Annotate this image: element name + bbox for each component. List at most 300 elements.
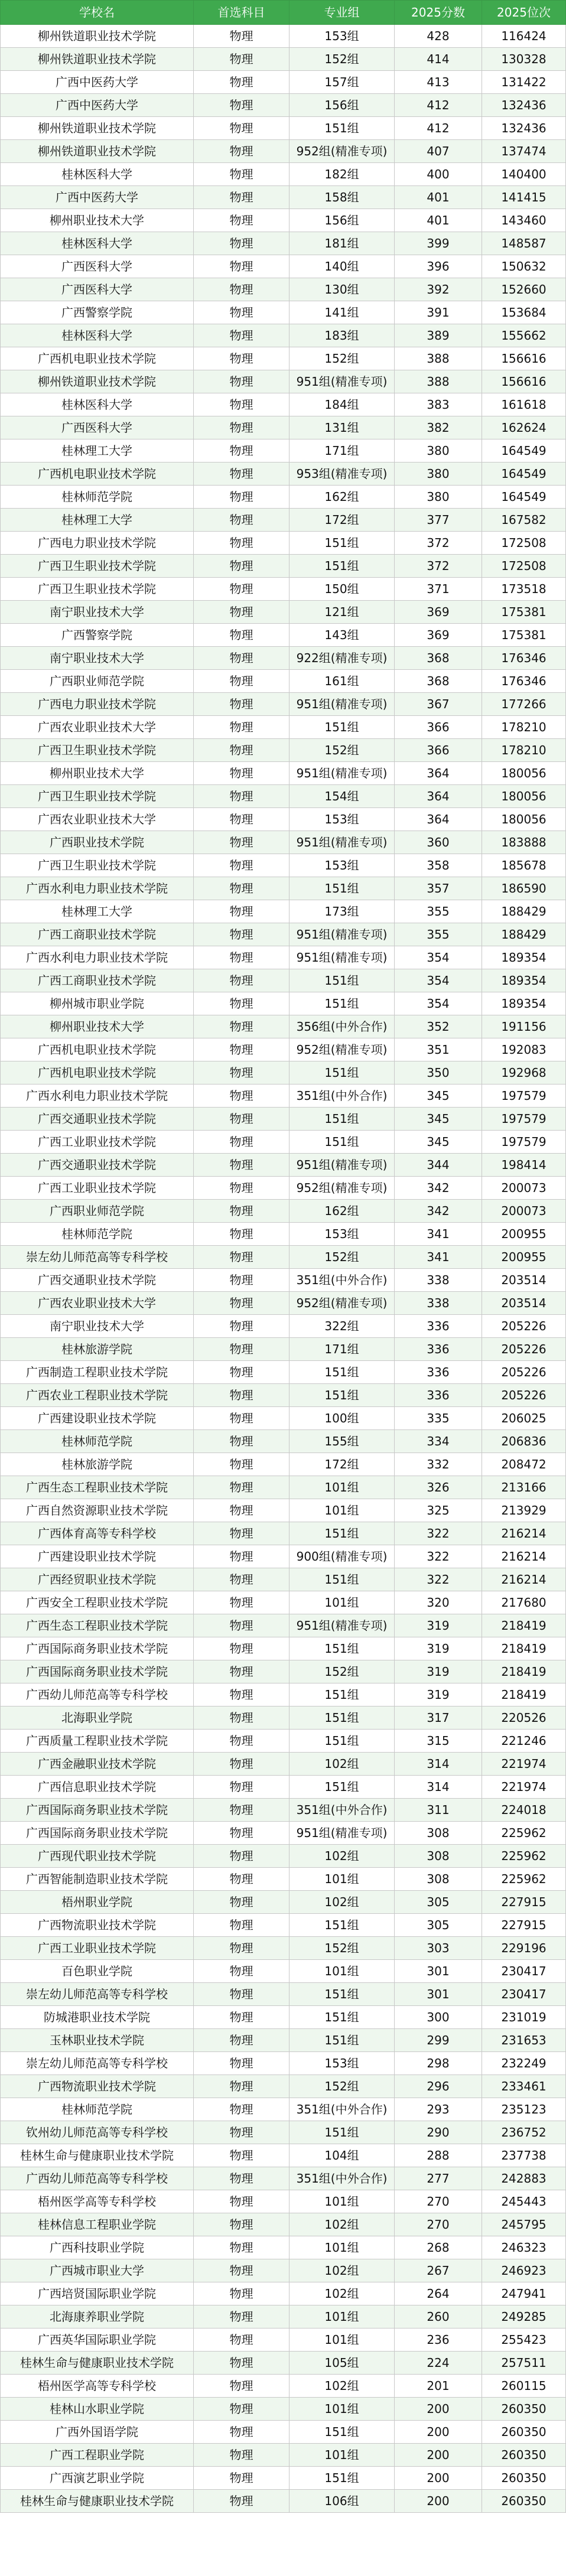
table-row	[1, 2444, 566, 2467]
cell-subject: 物理	[194, 2006, 289, 2029]
table-row	[1, 416, 566, 439]
cell-major-group: 105组	[289, 2352, 395, 2375]
table-row	[1, 1776, 566, 1799]
cell-rank: 260350	[482, 2398, 566, 2421]
cell-rank: 176346	[482, 670, 566, 693]
cell-subject: 物理	[194, 854, 289, 877]
cell-school: 广西中医药大学	[1, 71, 194, 94]
cell-major-group: 151组	[289, 877, 395, 900]
cell-rank: 188429	[482, 900, 566, 923]
cell-score: 264	[395, 2282, 482, 2305]
table-row	[1, 1545, 566, 1568]
cell-rank: 225962	[482, 1845, 566, 1868]
cell-subject: 物理	[194, 439, 289, 463]
cell-subject: 物理	[194, 1868, 289, 1891]
cell-subject: 物理	[194, 555, 289, 578]
cell-rank: 235123	[482, 2098, 566, 2121]
cell-rank: 200073	[482, 1200, 566, 1223]
cell-score: 200	[395, 2467, 482, 2490]
cell-rank: 246323	[482, 2236, 566, 2259]
cell-school: 广西物流职业技术学院	[1, 2075, 194, 2098]
cell-major-group: 158组	[289, 186, 395, 209]
cell-school: 广西建设职业技术学院	[1, 1407, 194, 1430]
cell-score: 407	[395, 140, 482, 163]
cell-school: 广西机电职业技术学院	[1, 1038, 194, 1061]
cell-school: 梧州职业学院	[1, 1891, 194, 1914]
table-row	[1, 647, 566, 670]
cell-rank: 200955	[482, 1223, 566, 1246]
cell-rank: 200955	[482, 1246, 566, 1269]
cell-subject: 物理	[194, 739, 289, 762]
cell-major-group: 104组	[289, 2144, 395, 2167]
table-row	[1, 486, 566, 509]
cell-school: 广西机电职业技术学院	[1, 347, 194, 370]
table-row	[1, 2329, 566, 2352]
cell-score: 368	[395, 670, 482, 693]
cell-subject: 物理	[194, 1407, 289, 1430]
table-row	[1, 1200, 566, 1223]
cell-score: 345	[395, 1131, 482, 1154]
cell-rank: 233461	[482, 2075, 566, 2098]
cell-rank: 216214	[482, 1522, 566, 1545]
table-row	[1, 1085, 566, 1108]
cell-subject: 物理	[194, 1983, 289, 2006]
cell-major-group: 951组(精准专项)	[289, 831, 395, 854]
cell-school: 广西生态工程职业技术学院	[1, 1476, 194, 1499]
cell-rank: 231653	[482, 2029, 566, 2052]
cell-major-group: 951组(精准专项)	[289, 693, 395, 716]
cell-major-group: 151组	[289, 1522, 395, 1545]
cell-major-group: 152组	[289, 739, 395, 762]
cell-score: 369	[395, 601, 482, 624]
cell-subject: 物理	[194, 2144, 289, 2167]
cell-major-group: 151组	[289, 1061, 395, 1085]
cell-score: 301	[395, 1983, 482, 2006]
cell-subject: 物理	[194, 117, 289, 140]
cell-rank: 257511	[482, 2352, 566, 2375]
cell-rank: 217680	[482, 1591, 566, 1614]
cell-score: 366	[395, 739, 482, 762]
table-row	[1, 393, 566, 416]
table-row	[1, 1038, 566, 1061]
cell-score: 372	[395, 532, 482, 555]
cell-major-group: 150组	[289, 578, 395, 601]
cell-school: 桂林师范学院	[1, 486, 194, 509]
cell-school: 崇左幼儿师范高等专科学校	[1, 1983, 194, 2006]
table-row	[1, 693, 566, 716]
cell-school: 柳州职业技术大学	[1, 1015, 194, 1038]
cell-subject: 物理	[194, 1522, 289, 1545]
cell-rank: 197579	[482, 1131, 566, 1154]
cell-score: 293	[395, 2098, 482, 2121]
cell-rank: 260350	[482, 2467, 566, 2490]
cell-school: 桂林师范学院	[1, 1223, 194, 1246]
cell-rank: 180056	[482, 762, 566, 785]
cell-subject: 物理	[194, 486, 289, 509]
cell-score: 377	[395, 509, 482, 532]
cell-major-group: 102组	[289, 2375, 395, 2398]
cell-major-group: 183组	[289, 324, 395, 347]
cell-school: 广西幼儿师范高等专科学校	[1, 2167, 194, 2190]
table-row	[1, 370, 566, 393]
table-row	[1, 854, 566, 877]
table-row	[1, 1683, 566, 1707]
cell-score: 364	[395, 785, 482, 808]
cell-subject: 物理	[194, 1315, 289, 1338]
cell-school: 柳州铁道职业技术学院	[1, 140, 194, 163]
cell-rank: 162624	[482, 416, 566, 439]
table-row	[1, 1108, 566, 1131]
cell-rank: 213166	[482, 1476, 566, 1499]
cell-school: 桂林旅游学院	[1, 1453, 194, 1476]
cell-score: 308	[395, 1845, 482, 1868]
table-row	[1, 2467, 566, 2490]
cell-score: 364	[395, 762, 482, 785]
cell-school: 广西交通职业技术学院	[1, 1108, 194, 1131]
cell-rank: 176346	[482, 647, 566, 670]
cell-school: 百色职业学院	[1, 1960, 194, 1983]
cell-score: 400	[395, 163, 482, 186]
cell-subject: 物理	[194, 1937, 289, 1960]
cell-rank: 141415	[482, 186, 566, 209]
table-row	[1, 2167, 566, 2190]
cell-score: 320	[395, 1591, 482, 1614]
cell-subject: 物理	[194, 463, 289, 486]
cell-major-group: 953组(精准专项)	[289, 463, 395, 486]
cell-school: 北海职业学院	[1, 1707, 194, 1730]
cell-school: 崇左幼儿师范高等专科学校	[1, 2052, 194, 2075]
cell-school: 柳州铁道职业技术学院	[1, 370, 194, 393]
cell-school: 广西国际商务职业技术学院	[1, 1660, 194, 1683]
table-row	[1, 2098, 566, 2121]
table-row	[1, 2052, 566, 2075]
cell-rank: 130328	[482, 48, 566, 71]
cell-subject: 物理	[194, 2075, 289, 2098]
cell-major-group: 151组	[289, 532, 395, 555]
cell-subject: 物理	[194, 1822, 289, 1845]
cell-subject: 物理	[194, 2213, 289, 2236]
cell-major-group: 101组	[289, 2236, 395, 2259]
table-row	[1, 1430, 566, 1453]
cell-school: 广西医科大学	[1, 416, 194, 439]
cell-school: 广西工业职业技术学院	[1, 1937, 194, 1960]
cell-major-group: 101组	[289, 1960, 395, 1983]
cell-school: 广西警察学院	[1, 624, 194, 647]
cell-subject: 物理	[194, 1660, 289, 1683]
cell-subject: 物理	[194, 209, 289, 232]
cell-score: 336	[395, 1338, 482, 1361]
table-row	[1, 1707, 566, 1730]
cell-score: 414	[395, 48, 482, 71]
cell-rank: 188429	[482, 923, 566, 946]
cell-school: 广西农业职业技术大学	[1, 716, 194, 739]
cell-score: 305	[395, 1914, 482, 1937]
cell-major-group: 102组	[289, 2282, 395, 2305]
cell-major-group: 151组	[289, 2029, 395, 2052]
cell-score: 354	[395, 992, 482, 1015]
table-row	[1, 163, 566, 186]
cell-major-group: 156组	[289, 94, 395, 117]
cell-subject: 物理	[194, 1568, 289, 1591]
cell-rank: 164549	[482, 463, 566, 486]
cell-rank: 260350	[482, 2421, 566, 2444]
cell-rank: 216214	[482, 1545, 566, 1568]
cell-subject: 物理	[194, 163, 289, 186]
cell-score: 355	[395, 900, 482, 923]
header-row	[1, 1, 566, 25]
cell-score: 342	[395, 1177, 482, 1200]
cell-rank: 260115	[482, 2375, 566, 2398]
cell-subject: 物理	[194, 670, 289, 693]
cell-subject: 物理	[194, 1707, 289, 1730]
table-row	[1, 1522, 566, 1545]
cell-rank: 148587	[482, 232, 566, 255]
cell-school: 广西培贤国际职业学院	[1, 2282, 194, 2305]
cell-school: 广西农业职业技术大学	[1, 1292, 194, 1315]
cell-school: 广西中医药大学	[1, 94, 194, 117]
table-row	[1, 209, 566, 232]
table-row	[1, 2421, 566, 2444]
cell-subject: 物理	[194, 1223, 289, 1246]
table-body	[1, 25, 566, 2513]
cell-school: 广西水利电力职业技术学院	[1, 877, 194, 900]
cell-rank: 156616	[482, 347, 566, 370]
cell-score: 389	[395, 324, 482, 347]
cell-score: 319	[395, 1637, 482, 1660]
cell-major-group: 151组	[289, 1914, 395, 1937]
cell-score: 267	[395, 2259, 482, 2282]
cell-school: 广西现代职业技术学院	[1, 1845, 194, 1868]
cell-school: 桂林理工大学	[1, 900, 194, 923]
table-row	[1, 1154, 566, 1177]
cell-school: 南宁职业技术大学	[1, 601, 194, 624]
cell-school: 广西生态工程职业技术学院	[1, 1614, 194, 1637]
table-row	[1, 1407, 566, 1430]
cell-subject: 物理	[194, 1384, 289, 1407]
cell-score: 428	[395, 25, 482, 48]
table-row	[1, 439, 566, 463]
cell-score: 299	[395, 2029, 482, 2052]
cell-subject: 物理	[194, 416, 289, 439]
table-row	[1, 1177, 566, 1200]
cell-major-group: 151组	[289, 1707, 395, 1730]
cell-major-group: 106组	[289, 2490, 395, 2513]
cell-rank: 206836	[482, 1430, 566, 1453]
cell-rank: 167582	[482, 509, 566, 532]
table-row	[1, 117, 566, 140]
cell-school: 防城港职业技术学院	[1, 2006, 194, 2029]
table-row	[1, 1822, 566, 1845]
table-row	[1, 1315, 566, 1338]
cell-score: 401	[395, 186, 482, 209]
cell-school: 广西国际商务职业技术学院	[1, 1799, 194, 1822]
cell-major-group: 152组	[289, 1246, 395, 1269]
cell-score: 396	[395, 255, 482, 278]
cell-school: 柳州铁道职业技术学院	[1, 48, 194, 71]
cell-rank: 172508	[482, 555, 566, 578]
cell-major-group: 102组	[289, 1753, 395, 1776]
cell-score: 200	[395, 2490, 482, 2513]
table-row	[1, 1845, 566, 1868]
cell-rank: 153684	[482, 301, 566, 324]
cell-score: 355	[395, 923, 482, 946]
cell-major-group: 143组	[289, 624, 395, 647]
cell-rank: 205226	[482, 1315, 566, 1338]
cell-subject: 物理	[194, 578, 289, 601]
cell-school: 梧州医学高等专科学校	[1, 2375, 194, 2398]
cell-school: 北海康养职业学院	[1, 2305, 194, 2329]
cell-score: 314	[395, 1776, 482, 1799]
cell-school: 广西外国语学院	[1, 2421, 194, 2444]
cell-subject: 物理	[194, 1683, 289, 1707]
cell-major-group: 172组	[289, 509, 395, 532]
cell-subject: 物理	[194, 1269, 289, 1292]
table-row	[1, 1660, 566, 1683]
cell-score: 319	[395, 1660, 482, 1683]
cell-subject: 物理	[194, 1108, 289, 1131]
cell-school: 广西质量工程职业技术学院	[1, 1730, 194, 1753]
cell-score: 200	[395, 2421, 482, 2444]
cell-rank: 218419	[482, 1683, 566, 1707]
cell-rank: 180056	[482, 785, 566, 808]
cell-rank: 205226	[482, 1338, 566, 1361]
cell-rank: 205226	[482, 1361, 566, 1384]
cell-major-group: 152组	[289, 347, 395, 370]
cell-rank: 249285	[482, 2305, 566, 2329]
cell-school: 广西医科大学	[1, 278, 194, 301]
table-row	[1, 1799, 566, 1822]
cell-rank: 245795	[482, 2213, 566, 2236]
cell-major-group: 951组(精准专项)	[289, 762, 395, 785]
cell-subject: 物理	[194, 532, 289, 555]
table-row	[1, 278, 566, 301]
table-row	[1, 1246, 566, 1269]
cell-score: 336	[395, 1315, 482, 1338]
cell-rank: 227915	[482, 1914, 566, 1937]
table-row	[1, 2075, 566, 2098]
cell-major-group: 101组	[289, 1499, 395, 1522]
cell-major-group: 351组(中外合作)	[289, 1269, 395, 1292]
cell-school: 广西国际商务职业技术学院	[1, 1822, 194, 1845]
cell-major-group: 351组(中外合作)	[289, 2167, 395, 2190]
cell-major-group: 151组	[289, 2121, 395, 2144]
cell-school: 广西中医药大学	[1, 186, 194, 209]
cell-score: 335	[395, 1407, 482, 1430]
table-row	[1, 601, 566, 624]
cell-major-group: 141组	[289, 301, 395, 324]
table-row	[1, 739, 566, 762]
cell-subject: 物理	[194, 2444, 289, 2467]
cell-school: 南宁职业技术大学	[1, 647, 194, 670]
cell-rank: 132436	[482, 117, 566, 140]
table-row	[1, 808, 566, 831]
cell-subject: 物理	[194, 1614, 289, 1637]
cell-school: 广西自然资源职业技术学院	[1, 1499, 194, 1522]
cell-school: 广西金融职业技术学院	[1, 1753, 194, 1776]
cell-school: 钦州幼儿师范高等专科学校	[1, 2121, 194, 2144]
cell-subject: 物理	[194, 2236, 289, 2259]
table-row	[1, 25, 566, 48]
cell-rank: 260350	[482, 2444, 566, 2467]
cell-subject: 物理	[194, 1361, 289, 1384]
cell-school: 柳州铁道职业技术学院	[1, 117, 194, 140]
cell-subject: 物理	[194, 1338, 289, 1361]
cell-rank: 232249	[482, 2052, 566, 2075]
table-row	[1, 2375, 566, 2398]
cell-subject: 物理	[194, 2167, 289, 2190]
cell-subject: 物理	[194, 278, 289, 301]
table-row	[1, 1614, 566, 1637]
cell-rank: 177266	[482, 693, 566, 716]
cell-school: 广西电力职业技术学院	[1, 693, 194, 716]
table-row	[1, 1269, 566, 1292]
cell-subject: 物理	[194, 762, 289, 785]
cell-rank: 242883	[482, 2167, 566, 2190]
cell-rank: 230417	[482, 1960, 566, 1983]
cell-rank: 186590	[482, 877, 566, 900]
cell-school: 柳州铁道职业技术学院	[1, 25, 194, 48]
cell-major-group: 101组	[289, 2190, 395, 2213]
table-row	[1, 324, 566, 347]
cell-major-group: 951组(精准专项)	[289, 370, 395, 393]
table-row	[1, 509, 566, 532]
cell-score: 383	[395, 393, 482, 416]
cell-rank: 185678	[482, 854, 566, 877]
table-row	[1, 2190, 566, 2213]
cell-rank: 189354	[482, 946, 566, 969]
cell-major-group: 153组	[289, 25, 395, 48]
cell-score: 371	[395, 578, 482, 601]
cell-subject: 物理	[194, 2259, 289, 2282]
cell-score: 401	[395, 209, 482, 232]
cell-rank: 192968	[482, 1061, 566, 1085]
cell-score: 298	[395, 2052, 482, 2075]
cell-rank: 224018	[482, 1799, 566, 1822]
cell-score: 372	[395, 555, 482, 578]
table-row	[1, 1015, 566, 1038]
cell-score: 399	[395, 232, 482, 255]
cell-score: 200	[395, 2398, 482, 2421]
cell-subject: 物理	[194, 2282, 289, 2305]
cell-subject: 物理	[194, 969, 289, 992]
cell-rank: 178210	[482, 739, 566, 762]
cell-major-group: 322组	[289, 1315, 395, 1338]
cell-school: 广西工业职业技术学院	[1, 1177, 194, 1200]
cell-major-group: 101组	[289, 1868, 395, 1891]
cell-major-group: 101组	[289, 2305, 395, 2329]
cell-score: 345	[395, 1108, 482, 1131]
cell-rank: 208472	[482, 1453, 566, 1476]
table-row	[1, 186, 566, 209]
cell-score: 368	[395, 647, 482, 670]
cell-score: 364	[395, 808, 482, 831]
cell-score: 336	[395, 1361, 482, 1384]
cell-rank: 236752	[482, 2121, 566, 2144]
cell-school: 桂林医科大学	[1, 324, 194, 347]
cell-major-group: 101组	[289, 2329, 395, 2352]
cell-rank: 260350	[482, 2490, 566, 2513]
cell-school: 柳州城市职业学院	[1, 992, 194, 1015]
cell-school: 广西机电职业技术学院	[1, 463, 194, 486]
cell-major-group: 952组(精准专项)	[289, 1292, 395, 1315]
cell-score: 311	[395, 1799, 482, 1822]
cell-score: 345	[395, 1085, 482, 1108]
cell-rank: 197579	[482, 1108, 566, 1131]
cell-major-group: 152组	[289, 2075, 395, 2098]
cell-subject: 物理	[194, 647, 289, 670]
cell-subject: 物理	[194, 1015, 289, 1038]
cell-subject: 物理	[194, 2029, 289, 2052]
